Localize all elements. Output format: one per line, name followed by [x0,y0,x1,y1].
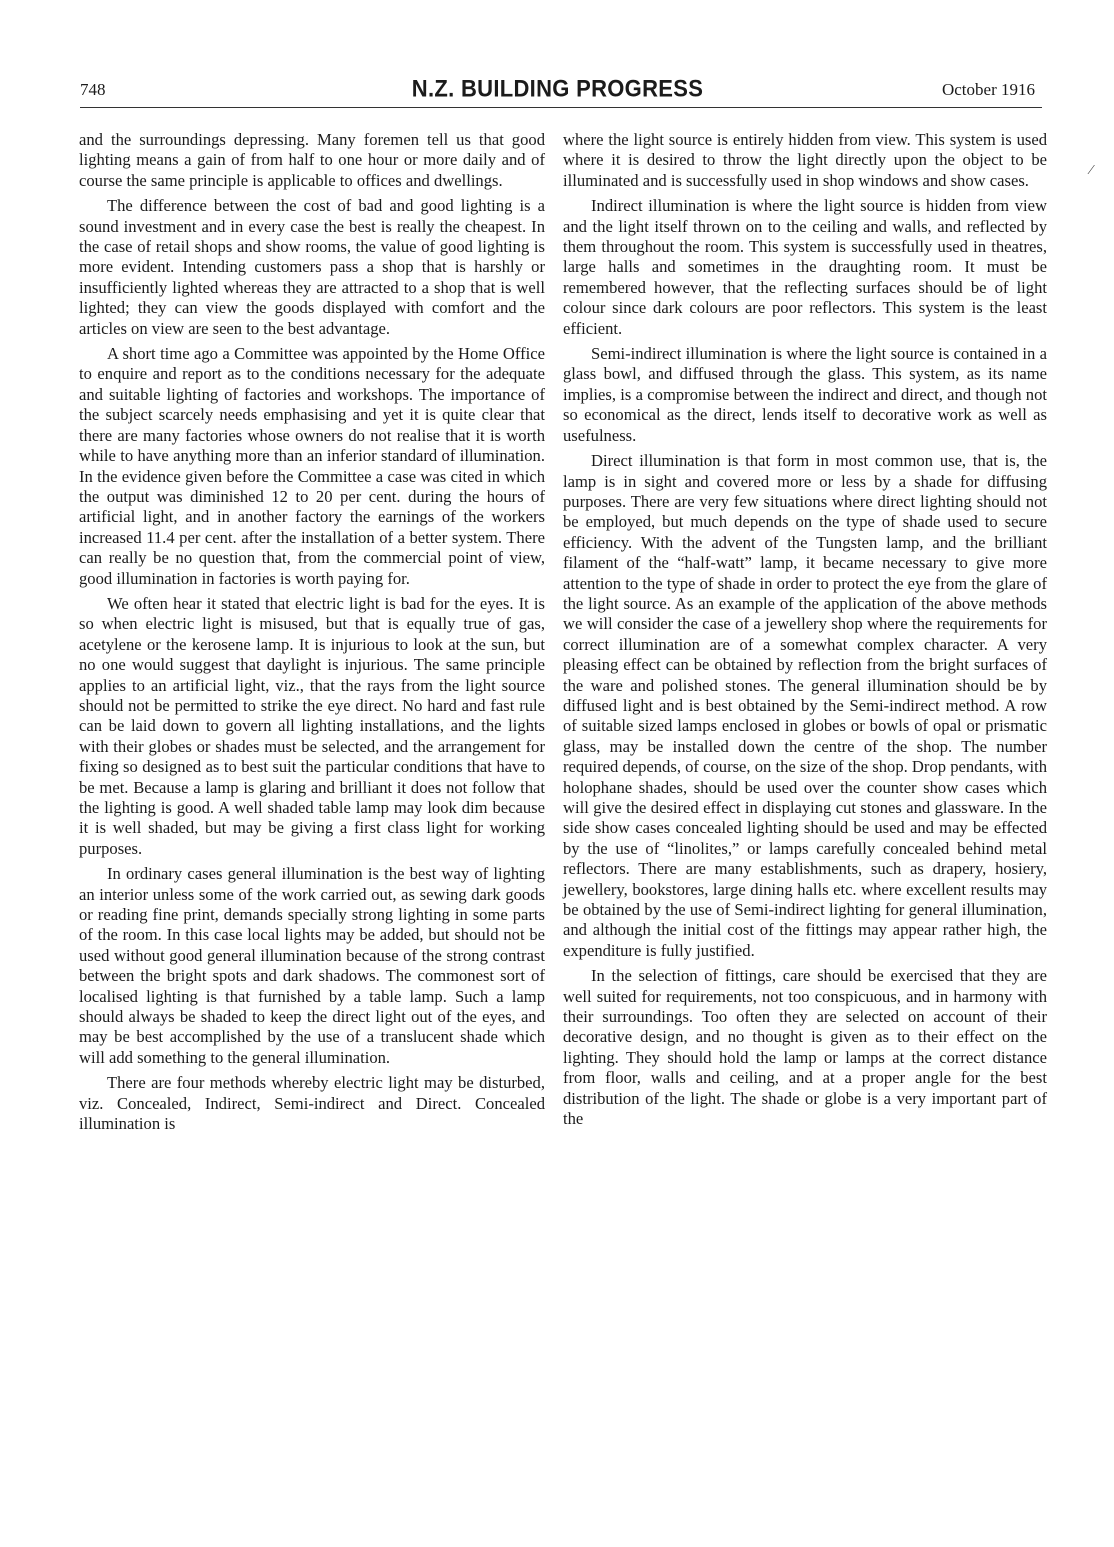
paragraph: Semi-indirect illumination is where the light source is contained in a glass bowl, and diffused through the glass. This system, as its name implies, is a compromise between the indirect and direct, and though not so economical as the direct, lends itself to decorative work as well as usefulness. [563,344,1047,445]
paragraph: where the light source is entirely hidden from view. This system is used where it is desired to throw the light directly upon the object to be illuminated and is successfully used in shop windows and show cases. [563,130,1047,190]
paragraph: Indirect illumination is where the light source is hidden from view and the light itself thrown on to the ceiling and walls, and reflected by them throughout the room. This system is successfully used in theatres, large halls and sometimes in the draughting room. It must be remembered however, that the reflecting surfaces should be of light colour since dark colours are poor reflectors. This system is the least efficient. [563,196,1047,338]
paragraph: A short time ago a Committee was appointed by the Home Office to enquire and report as to the conditions necessary for the adequate and suitable lighting of factories and workshops. The importance of the subject scarcely needs emphasising and yet it is quite clear that there are many factories whose owners do not realise that it is worth while to have anything more than an inferior standard of illumination. In the evidence given before the Committee a case was cited in which the output was diminished 12 to 20 per cent. during the hours of artificial light, and in another factory the earnings of the workers increased 11.4 per cent. after the installation of a better system. There can really be no question that, from the commercial point of view, good illumination in factories is worth paying for. [79,344,545,588]
left-column [79,130,545,1140]
paragraph: In the selection of fittings, care should be exercised that they are well suited for requirements, not too conspicuous, and in harmony with their surroundings. Too often they are selected on account of their decorative design, and no thought is given as to their effect on the lighting. They should hold the lamp or lamps at the correct distance from floor, walls and ceiling, and at a proper angle for the best distribution of the light. The shade or globe is a very important part of the [563,966,1047,1129]
paragraph: and the surroundings depressing. Many foremen tell us that good lighting means a gain of from half to one hour or more daily and of course the same principle is applicable to offices and dwellings. [79,130,545,190]
page-number: 748 [80,80,106,99]
paragraph: In ordinary cases general illumination is the best way of lighting an interior unless some of the work carried out, as sewing dark goods or reading fine print, demands specially strong lighting in some parts of the room. In this case local lights may be added, but should not be used without good general illumination because of the strong contrast between the bright spots and dark shadows. The commonest sort of localised lighting is that furnished by a table lamp. Such a lamp should always be shaded to keep the direct light out of the eyes, and may be best accomplished by the use of a translucent shade which will add something to the general illumination. [79,864,545,1067]
paragraph: Direct illumination is that form in most common use, that is, the lamp is in sight and covered more or less by a shade for diffusing purposes. There are very few situations where direct lighting should not be employed, but much depends on the type of shade used to secure efficiency. With the advent of the Tungsten lamp, and the brilliant filament of the “half-watt” lamp, it became necessary to give more attention to the type of shade in order to protect the eye from the glare of the light source. As an example of the application of the above methods we will consider the case of a jewellery shop where the requirements for correct illumination are of a somewhat complex character. A very pleasing effect can be obtained by reflection from the bright surfaces of the ware and polished stones. The general illumination should be by diffused light and is best obtained by the Semi-indirect method. A row of suitable sized lamps enclosed in globes or bowls of opal or prismatic glass, may be installed down the centre of the shop. The number required depends, of course, on the size of the shop. Drop pendants, with holophane shades, should be used over the counter show cases which will give the desired effect in displaying cut stones and glassware. In the side show cases concealed lighting should be used and may be effected by the use of “linolites,” or lamps carefully concealed behind metal reflectors. There are many establishments, such as drapery, hosiery, jewellery, bookstores, large dining halls etc. where excellent results may be obtained by the use of Semi-indirect lighting for general illumination, and although the initial cost of the fittings may appear rather high, the expenditure is fully justified. [563,451,1047,960]
paragraph: We often hear it stated that electric light is bad for the eyes. It is so when electric light is misused, but that is equally true of gas, acetylene or the kerosene lamp. It is injurious to look at the sun, but no one would suggest that daylight is injurious. The same principle applies to an artificial light, viz., that the rays from the light source should not be permitted to strike the eye direct. No hard and fast rule can be laid down to govern all lighting installations, and the lights with their globes or shades must be selected, and the arrangement for fixing so designed as to best suit the particular conditions that have to be met. Because a lamp is glaring and brilliant it does not follow that the lighting is good. A well shaded table lamp may look dim because it is well shaded, but may be giving a first class light for working purposes. [79,593,545,858]
right-column [563,130,1047,1135]
page-header [80,76,1035,106]
paragraph: The difference between the cost of bad and good lighting is a sound investment and in every case the best is really the cheapest. In the case of retail shops and show rooms, the value of good lighting is more evident. Intending customers pass a shop that is harshly or insufficiently lighted whereas they are attracted to a shop that is well lighted; they can view the goods displayed with comfort and the articles on view are seen to the best advantage. [79,196,545,338]
header-rule [80,107,1042,108]
paragraph: There are four methods whereby electric light may be disturbed, viz. Concealed, Indirect, Semi-indirect and Direct. Concealed illumination is [79,1073,545,1134]
issue-date: October 1916 [941,80,1035,99]
margin-tick-mark: ⁄ [1090,163,1093,178]
masthead-title: N.Z. BUILDING PROGRESS [411,74,704,102]
